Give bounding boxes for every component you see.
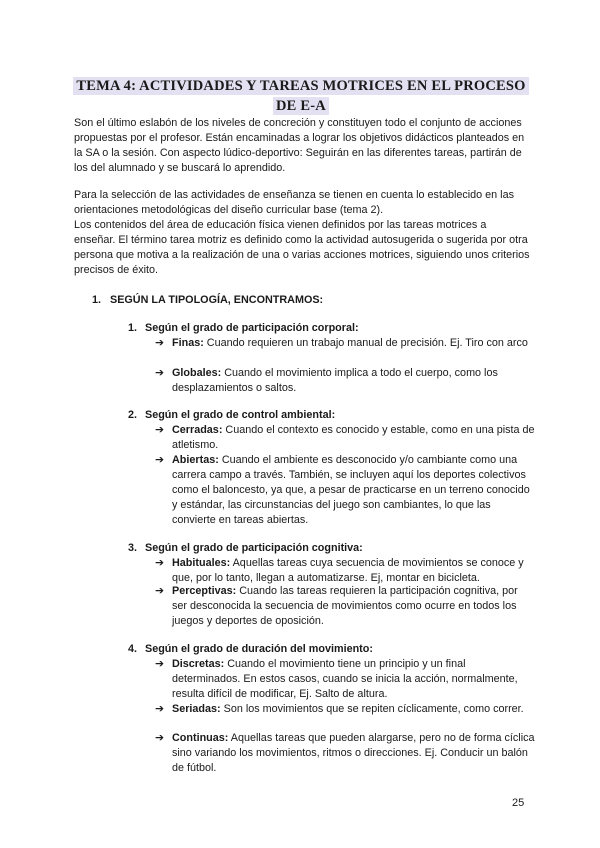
subsection-number: 1. [128, 322, 138, 334]
arrow-right-icon: ➔ [155, 367, 165, 379]
contents-paragraph: Los contenidos del área de educación física vienen definidos por las tareas motrices a enseñar. El término tarea motriz es definido como la actividad autosugerida o sugerida por otra persona que motiva a la realización de una o varias acciones motrices, siguiendo unos criterios precisos de éxito. [74, 219, 530, 277]
subsection-heading [128, 642, 373, 657]
item-text: Cuando el movimiento tiene un principio y un final determinados. En estos casos, cuando se inicia la acción, normalmente, resulta difícil de modificar, Ej. Salto de altura. [172, 658, 518, 701]
item-term: Globales: [172, 367, 222, 379]
item-term: Seriadas: [172, 703, 221, 715]
list-item [155, 453, 535, 528]
arrow-right-icon: ➔ [155, 585, 165, 597]
title-line-2: DE E-A [273, 97, 329, 115]
list-item [155, 556, 535, 586]
subsection-number: 3. [128, 542, 138, 554]
list-item [155, 657, 535, 702]
item-text: Cuando el ambiente es desconocido y/o cambiante como una carrera campo a través. También, se incluyen aquí los deportes colectivos como el baloncesto, ya que, a pesar de practicarse en un terreno conocido y estándar, las circunstancias del juego son cambiantes, lo que las convierte en tareas abiertas. [172, 454, 530, 527]
arrow-right-icon: ➔ [155, 703, 165, 715]
list-item [155, 423, 535, 453]
item-term: Cerradas: [172, 424, 223, 436]
arrow-right-icon: ➔ [155, 454, 165, 466]
arrow-right-icon: ➔ [155, 732, 165, 744]
item-term: Discretas: [172, 658, 225, 670]
item-term: Habituales: [172, 557, 231, 569]
subsection-heading [128, 541, 363, 556]
subsection-number: 4. [128, 643, 138, 655]
subsection-title: Según el grado de duración del movimiento: [145, 643, 373, 655]
subsection-heading [128, 321, 359, 336]
item-text: Cuando requieren un trabajo manual de precisión. Ej. Tiro con arco [206, 337, 528, 349]
subsection-title: Según el grado de participación corporal: [145, 322, 359, 334]
list-item [155, 702, 535, 717]
item-text: Son los movimientos que se repiten cíclicamente, como correr. [223, 703, 524, 715]
section-number: 1. [92, 294, 102, 306]
arrow-right-icon: ➔ [155, 424, 165, 436]
page-number: 25 [512, 797, 525, 809]
arrow-right-icon: ➔ [155, 557, 165, 569]
list-item [155, 366, 535, 396]
page-title [72, 76, 530, 116]
list-item [155, 336, 535, 351]
item-text: Cuando el contexto es conocido y estable, como en una pista de atletismo. [172, 424, 535, 452]
list-item [155, 731, 535, 776]
intro-paragraph: Son el último eslabón de los niveles de concreción y constituyen todo el conjunto de acciones propuestas por el profesor. Están encaminadas a lograr los objetivos didácticos planteados en la SA o la sesión. Con aspecto lúdico-deportivo: Seguirán en las diferentes tareas, partirán de los del alumnado y se buscará lo aprendido. [74, 117, 525, 175]
item-term: Continuas: [172, 732, 229, 744]
list-item [155, 584, 535, 629]
item-text: Aquellas tareas que pueden alargarse, pero no de forma cíclica sino variando los movimientos, ritmos o direcciones. Ej. Conducir un balón de fútbol. [172, 732, 535, 775]
item-term: Perceptivas: [172, 585, 237, 597]
item-text: Aquellas tareas cuya secuencia de movimientos se conoce y que, por lo tanto, llegan a automatizarse. Ej, montar en bicicleta. [172, 557, 524, 585]
section-title: SEGÚN LA TIPOLOGÍA, ENCONTRAMOS: [110, 294, 324, 306]
item-text: Cuando las tareas requieren la participación cognitiva, por ser desconocida la secuencia de movimientos como ocurre en todos los juegos y deportes de oposición. [172, 585, 518, 628]
section-heading [92, 293, 323, 308]
arrow-right-icon: ➔ [155, 337, 165, 349]
subsection-heading [128, 408, 335, 423]
selection-paragraph: Para la selección de las actividades de enseñanza se tienen en cuenta lo establecido en las orientaciones metodológicas del diseño curricular base (tema 2). [74, 189, 514, 217]
item-term: Finas: [172, 337, 204, 349]
subsection-title: Según el grado de control ambiental: [145, 409, 336, 421]
arrow-right-icon: ➔ [155, 658, 165, 670]
item-term: Abiertas: [172, 454, 219, 466]
subsection-title: Según el grado de participación cognitiva: [145, 542, 363, 554]
item-text: Cuando el movimiento implica a todo el cuerpo, como los desplazamientos o saltos. [172, 367, 498, 395]
title-line-1: TEMA 4: ACTIVIDADES Y TAREAS MOTRICES EN EL PROCESO [73, 77, 528, 95]
subsection-number: 2. [128, 409, 138, 421]
